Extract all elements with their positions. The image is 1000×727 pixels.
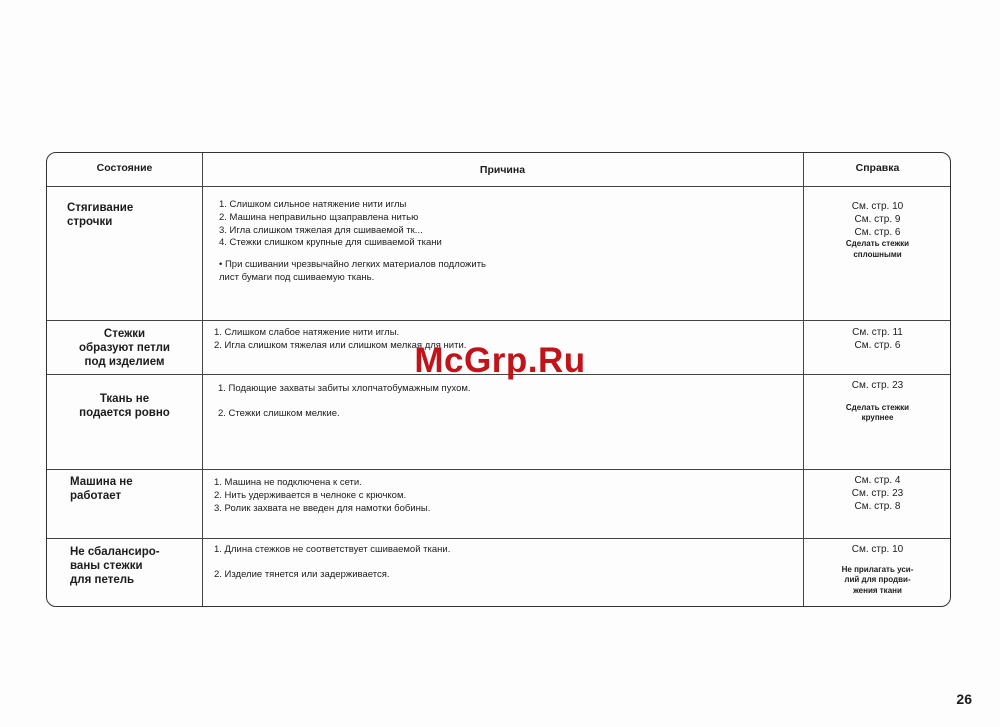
reference-cell: См. стр. 11 См. стр. 6: [852, 327, 903, 351]
reference-cell: См. стр. 23 Сделать стежки крупнее: [845, 380, 910, 423]
page-number: 26: [956, 691, 972, 707]
reference-cell: См. стр. 4 См. стр. 23 См. стр. 8: [851, 475, 904, 512]
cause-cell: 1. Слишком слабое натяжение нити иглы. 2. Игла слишком тяжелая или слишком мелкая для нити.: [214, 327, 467, 351]
cause-cell: 1. Слишком сильное натяжение нити иглы 2. Машина неправильно щзаправлена нитью 3. Игла слишком тяжелая для сшиваемой тк... 4. Стежки слишком крупные для сшиваемой ткани • При сшивании чрезвычайно легких материалов подложить лист бумаги под сшиваемую ткань.: [219, 199, 486, 283]
cause-cell: 1. Длина стежков не соответствует сшиваемой ткани. 2. Изделие тянется или задерживается.: [214, 544, 451, 580]
condition-cell: Стежки образуют петли под изделием: [79, 328, 170, 368]
table-row: [47, 469, 950, 538]
reference-cell: См. стр. 10 Не прилагать уси- лий для продви- жения ткани: [841, 544, 914, 595]
header-reference: Справка: [855, 162, 900, 174]
condition-cell: Машина не работает: [70, 476, 133, 502]
condition-cell: Ткань не подается ровно: [79, 393, 170, 419]
table-row: [47, 374, 950, 469]
table-header-row: [47, 153, 950, 186]
condition-cell: Не сбалансиро- ваны стежки для петель: [70, 546, 160, 586]
table-row: [47, 538, 950, 607]
cause-cell: 1. Машина не подключена к сети. 2. Нить удерживается в челноке с крючком. 3. Ролик захвата не введен для намотки бобины.: [214, 477, 431, 514]
header-cause: Причина: [479, 164, 526, 176]
table-row: [47, 186, 950, 320]
header-condition: Состояние: [96, 162, 153, 174]
cause-cell: 1. Подающие захваты забиты хлопчатобумажным пухом. 2. Стежки слишком мелкие.: [218, 383, 471, 419]
condition-cell: Стягивание строчки: [67, 202, 134, 228]
reference-cell: См. стр. 10 См. стр. 9 См. стр. 6 Сделать стежки сплошными: [845, 201, 910, 259]
watermark: McGrp.Ru: [414, 341, 586, 380]
